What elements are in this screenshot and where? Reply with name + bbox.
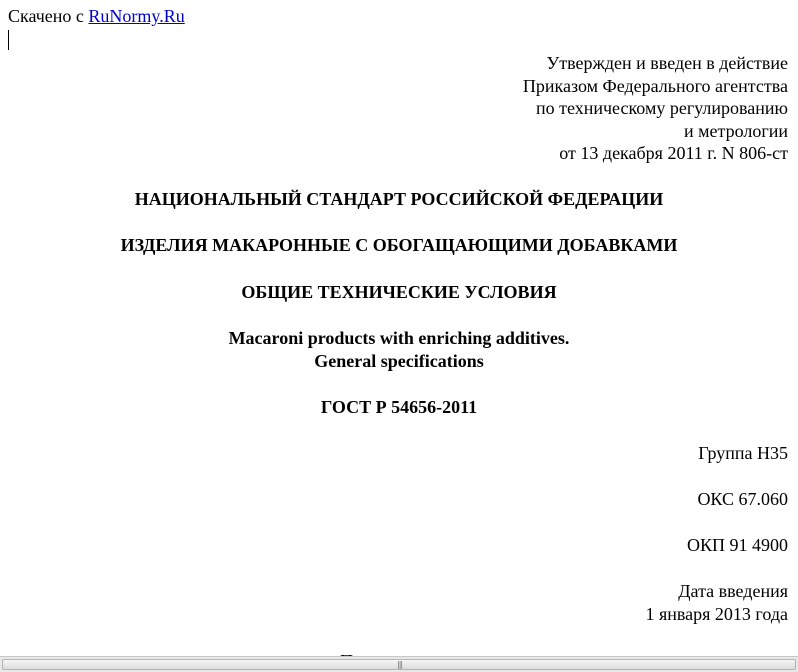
group-code: Группа Н35 [698,443,788,463]
standard-subtitle: ОБЩИЕ ТЕХНИЧЕСКИЕ УСЛОВИЯ [241,282,557,302]
introduction-date [645,580,788,625]
approval-line: Утвержден и введен в действие [546,53,788,73]
english-title-line: Macaroni products with enriching additives. [228,328,570,348]
horizontal-scrollbar[interactable] [0,656,798,672]
gost-number: ГОСТ Р 54656-2011 [320,397,478,417]
approval-line: по техническому регулированию [535,98,788,119]
national-standard-heading: НАЦИОНАЛЬНЫЙ СТАНДАРТ РОССИЙСКОЙ ФЕДЕРАЦИИ [134,189,664,209]
source-prefix: Скачено с [8,6,89,26]
source-link[interactable]: RuNormy.Ru [88,6,185,26]
okp-code: ОКП 91 4900 [686,535,788,555]
scrollbar-thumb[interactable] [2,659,796,670]
approval-line: Приказом Федерального агентства [522,75,788,96]
english-title-line: General specifications [314,351,484,371]
oks-code: ОКС 67.060 [697,489,788,509]
introduction-date-value: 1 января 2013 года [645,603,788,624]
approval-block [523,52,788,165]
english-title [0,327,798,373]
standard-title: ИЗДЕЛИЯ МАКАРОННЫЕ С ОБОГАЩАЮЩИМИ ДОБАВКАМИ [120,235,678,255]
source-line [8,6,185,26]
text-cursor [8,30,9,50]
introduction-date-label: Дата введения [678,581,788,601]
grip-lines-icon: ||| [397,660,403,669]
approval-line: и метрологии [684,120,788,141]
approval-line: от 13 декабря 2011 г. N 806-ст [559,143,788,164]
